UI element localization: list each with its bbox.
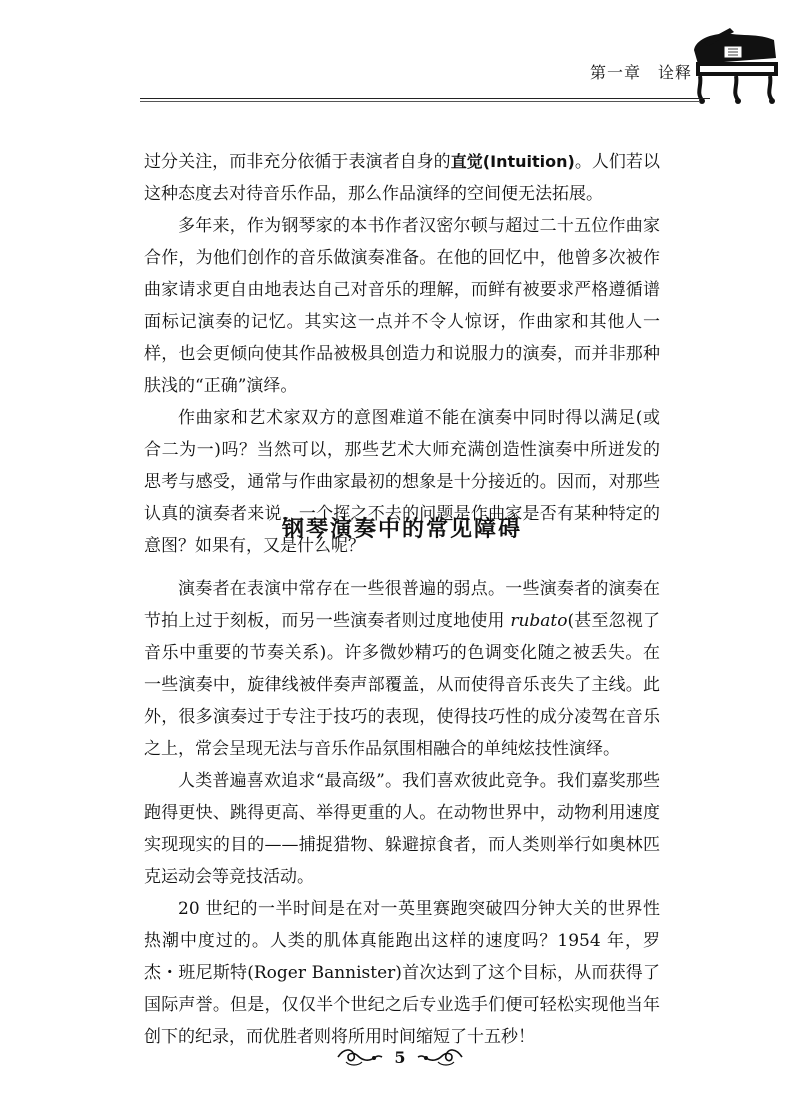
paragraph: 20 世纪的一半时间是在对一英里赛跑突破四分钟大关的世界性热潮中度过的。人类的肌体真能跑出这样的速度吗？1954 年，罗杰・班尼斯特(Roger Bannister)首次达到了这个目标，从而获得了国际声誉。但是，仅仅半个世纪之后专业选手们便可轻松实现他当年创下的纪录，而优胜者则将所用时间缩短了十五秒！ xyxy=(144,899,660,1047)
body-text-top xyxy=(144,146,660,562)
italic-term-rubato: rubato xyxy=(510,611,568,631)
paragraph-text: 。人们若以这种态度去对待音乐作品，那么作品演绎的空间便无法拓展。 xyxy=(144,152,661,204)
page-footer xyxy=(330,1044,470,1070)
running-head: 第一章 诠释 xyxy=(590,63,693,82)
paragraph: 人类普遍喜欢追求“最高级”。我们喜欢彼此竞争。我们嘉奖那些跑得更快、跳得更高、举得更重的人。在动物世界中，动物利用速度实现现实的目的——捕捉猎物、躲避掠食者，而人类则举行如奥林匹克运动会等竞技活动。 xyxy=(144,771,660,887)
term-intuition: 直觉(Intuition) xyxy=(450,152,575,171)
header-rule xyxy=(140,98,710,99)
header-rule-thin xyxy=(140,101,700,102)
paragraph xyxy=(144,573,660,765)
paragraph-text: 演奏者在表演中常存在一些很普遍的弱点。一些演奏者的演奏在节拍上过于刻板，而另一些演奏者则过度地使用 xyxy=(144,579,660,631)
page-number: 5 xyxy=(394,1047,406,1067)
paragraph-text: 过分关注，而非充分依循于表演者自身的 xyxy=(144,152,451,172)
paragraph: 作曲家和艺术家双方的意图难道不能在演奏中同时得以满足(或合二为一)吗？当然可以，那些艺术大师充满创造性演奏中所迸发的思考与感受，通常与作曲家最初的想象是十分接近的。因而，对那些认真的演奏者来说，一个挥之不去的问题是作曲家是否有某种特定的意图？如果有，又是什么呢？ xyxy=(144,408,660,556)
paragraph-continued xyxy=(144,146,660,210)
scroll-ornament-icon xyxy=(336,1046,384,1068)
scroll-ornament-icon xyxy=(416,1046,464,1068)
paragraph: 多年来，作为钢琴家的本书作者汉密尔顿与超过二十五位作曲家合作，为他们创作的音乐做演奏准备。在他的回忆中，他曾多次被作曲家请求更自由地表达自己对音乐的理解，而鲜有被要求严格遵循谱面标记演奏的记忆。其实这一点并不令人惊讶，作曲家和其他人一样，也会更倾向使其作品被极具创造力和说服力的演奏，而并非那种肤浅的“正确”演绎。 xyxy=(144,216,660,396)
grand-piano-icon xyxy=(690,28,780,106)
paragraph-text: (甚至忽视了音乐中重要的节奏关系)。许多微妙精巧的色调变化随之被丢失。在一些演奏中，旋律线被伴奏声部覆盖，从而使得音乐丧失了主线。此外，很多演奏过于专注于技巧的表现，使得技巧性的成分凌驾在音乐之上，常会呈现无法与音乐作品氛围相融合的单纯炫技性演绎。 xyxy=(144,611,661,759)
body-text-bottom xyxy=(144,573,660,1053)
section-heading: 钢琴演奏中的常见障碍 xyxy=(281,517,522,542)
